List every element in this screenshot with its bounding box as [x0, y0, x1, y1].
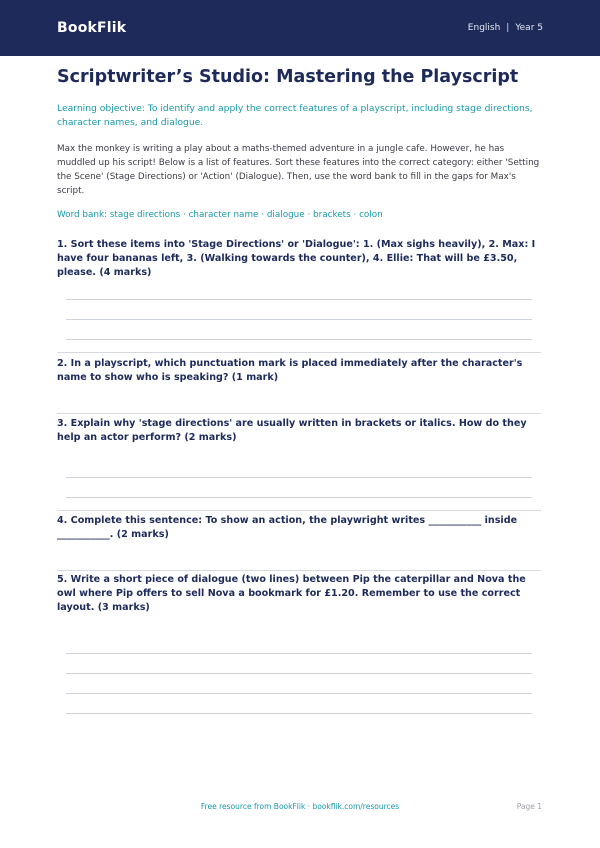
word-bank-separator: ·	[353, 210, 357, 220]
page-header	[0, 0, 600, 56]
word-bank-separator: ·	[307, 210, 311, 220]
word-bank-label: Word bank:	[57, 210, 108, 220]
subject-label: English	[467, 23, 501, 33]
answer-area-1[interactable]	[66, 299, 532, 340]
answer-area-3[interactable]	[66, 477, 532, 498]
word-bank-item: character name	[188, 210, 259, 220]
word-bank-item: stage directions	[109, 210, 181, 220]
word-bank-separator: ·	[182, 210, 186, 220]
word-bank-separator: ·	[261, 210, 265, 220]
word-bank-item: brackets	[313, 210, 351, 220]
header-meta	[468, 23, 543, 33]
intro-text: Max the monkey is writing a play about a maths-themed adventure in a jungle cafe. However, he has muddled up his script! Below is a list of features. Sort these features into the correct category: either 'Setting the Scene' (Stage Directions) or 'Action' (Dialogue). Then, use the word bank to fill in the gaps for Max's script.	[57, 144, 540, 196]
worksheet-content	[57, 56, 541, 714]
page-footer	[0, 802, 600, 814]
question-1: 1. Sort these items into 'Stage Directions' or 'Dialogue': 1. (Max sighs heavily), 2. Max: I have four bananas left, 3. (Walking towards the counter), 4. Ellie: That will be £3.50, please. (4 marks)	[57, 239, 536, 278]
question-5: 5. Write a short piece of dialogue (two lines) between Pip the caterpillar and Nova the owl where Pip offers to sell Nova a bookmark for £1.20. Remember to use the correct layout. (3 marks)	[57, 574, 526, 613]
learning-objective: Learning objective: To identify and apply the correct features of a playscript, including stage directions, character names, and dialogue.	[57, 103, 533, 128]
year-label: Year 5	[515, 23, 543, 33]
page-title: Scriptwriter’s Studio: Mastering the Playscript	[57, 67, 519, 87]
word-bank	[57, 208, 541, 222]
meta-separator: |	[506, 23, 510, 33]
footer-credit-link[interactable]: Free resource from BookFlik · bookflik.com/resources	[200, 802, 400, 811]
answer-area-5[interactable]	[66, 653, 532, 714]
word-bank-item: dialogue	[266, 210, 305, 220]
word-bank-item: colon	[359, 210, 383, 220]
question-4: 4. Complete this sentence: To show an action, the playwright writes ___________ inside ___________. (2 marks)	[57, 515, 518, 540]
brand-logo[interactable]: BookFlik	[57, 20, 127, 36]
question-2: 2. In a playscript, which punctuation mark is placed immediately after the character's name to show who is speaking? (1 mark)	[57, 358, 523, 383]
question-3: 3. Explain why 'stage directions' are usually written in brackets or italics. How do they help an actor perform? (2 marks)	[57, 418, 527, 443]
answer-line[interactable]	[66, 713, 532, 714]
page-number: Page 1	[516, 802, 542, 811]
